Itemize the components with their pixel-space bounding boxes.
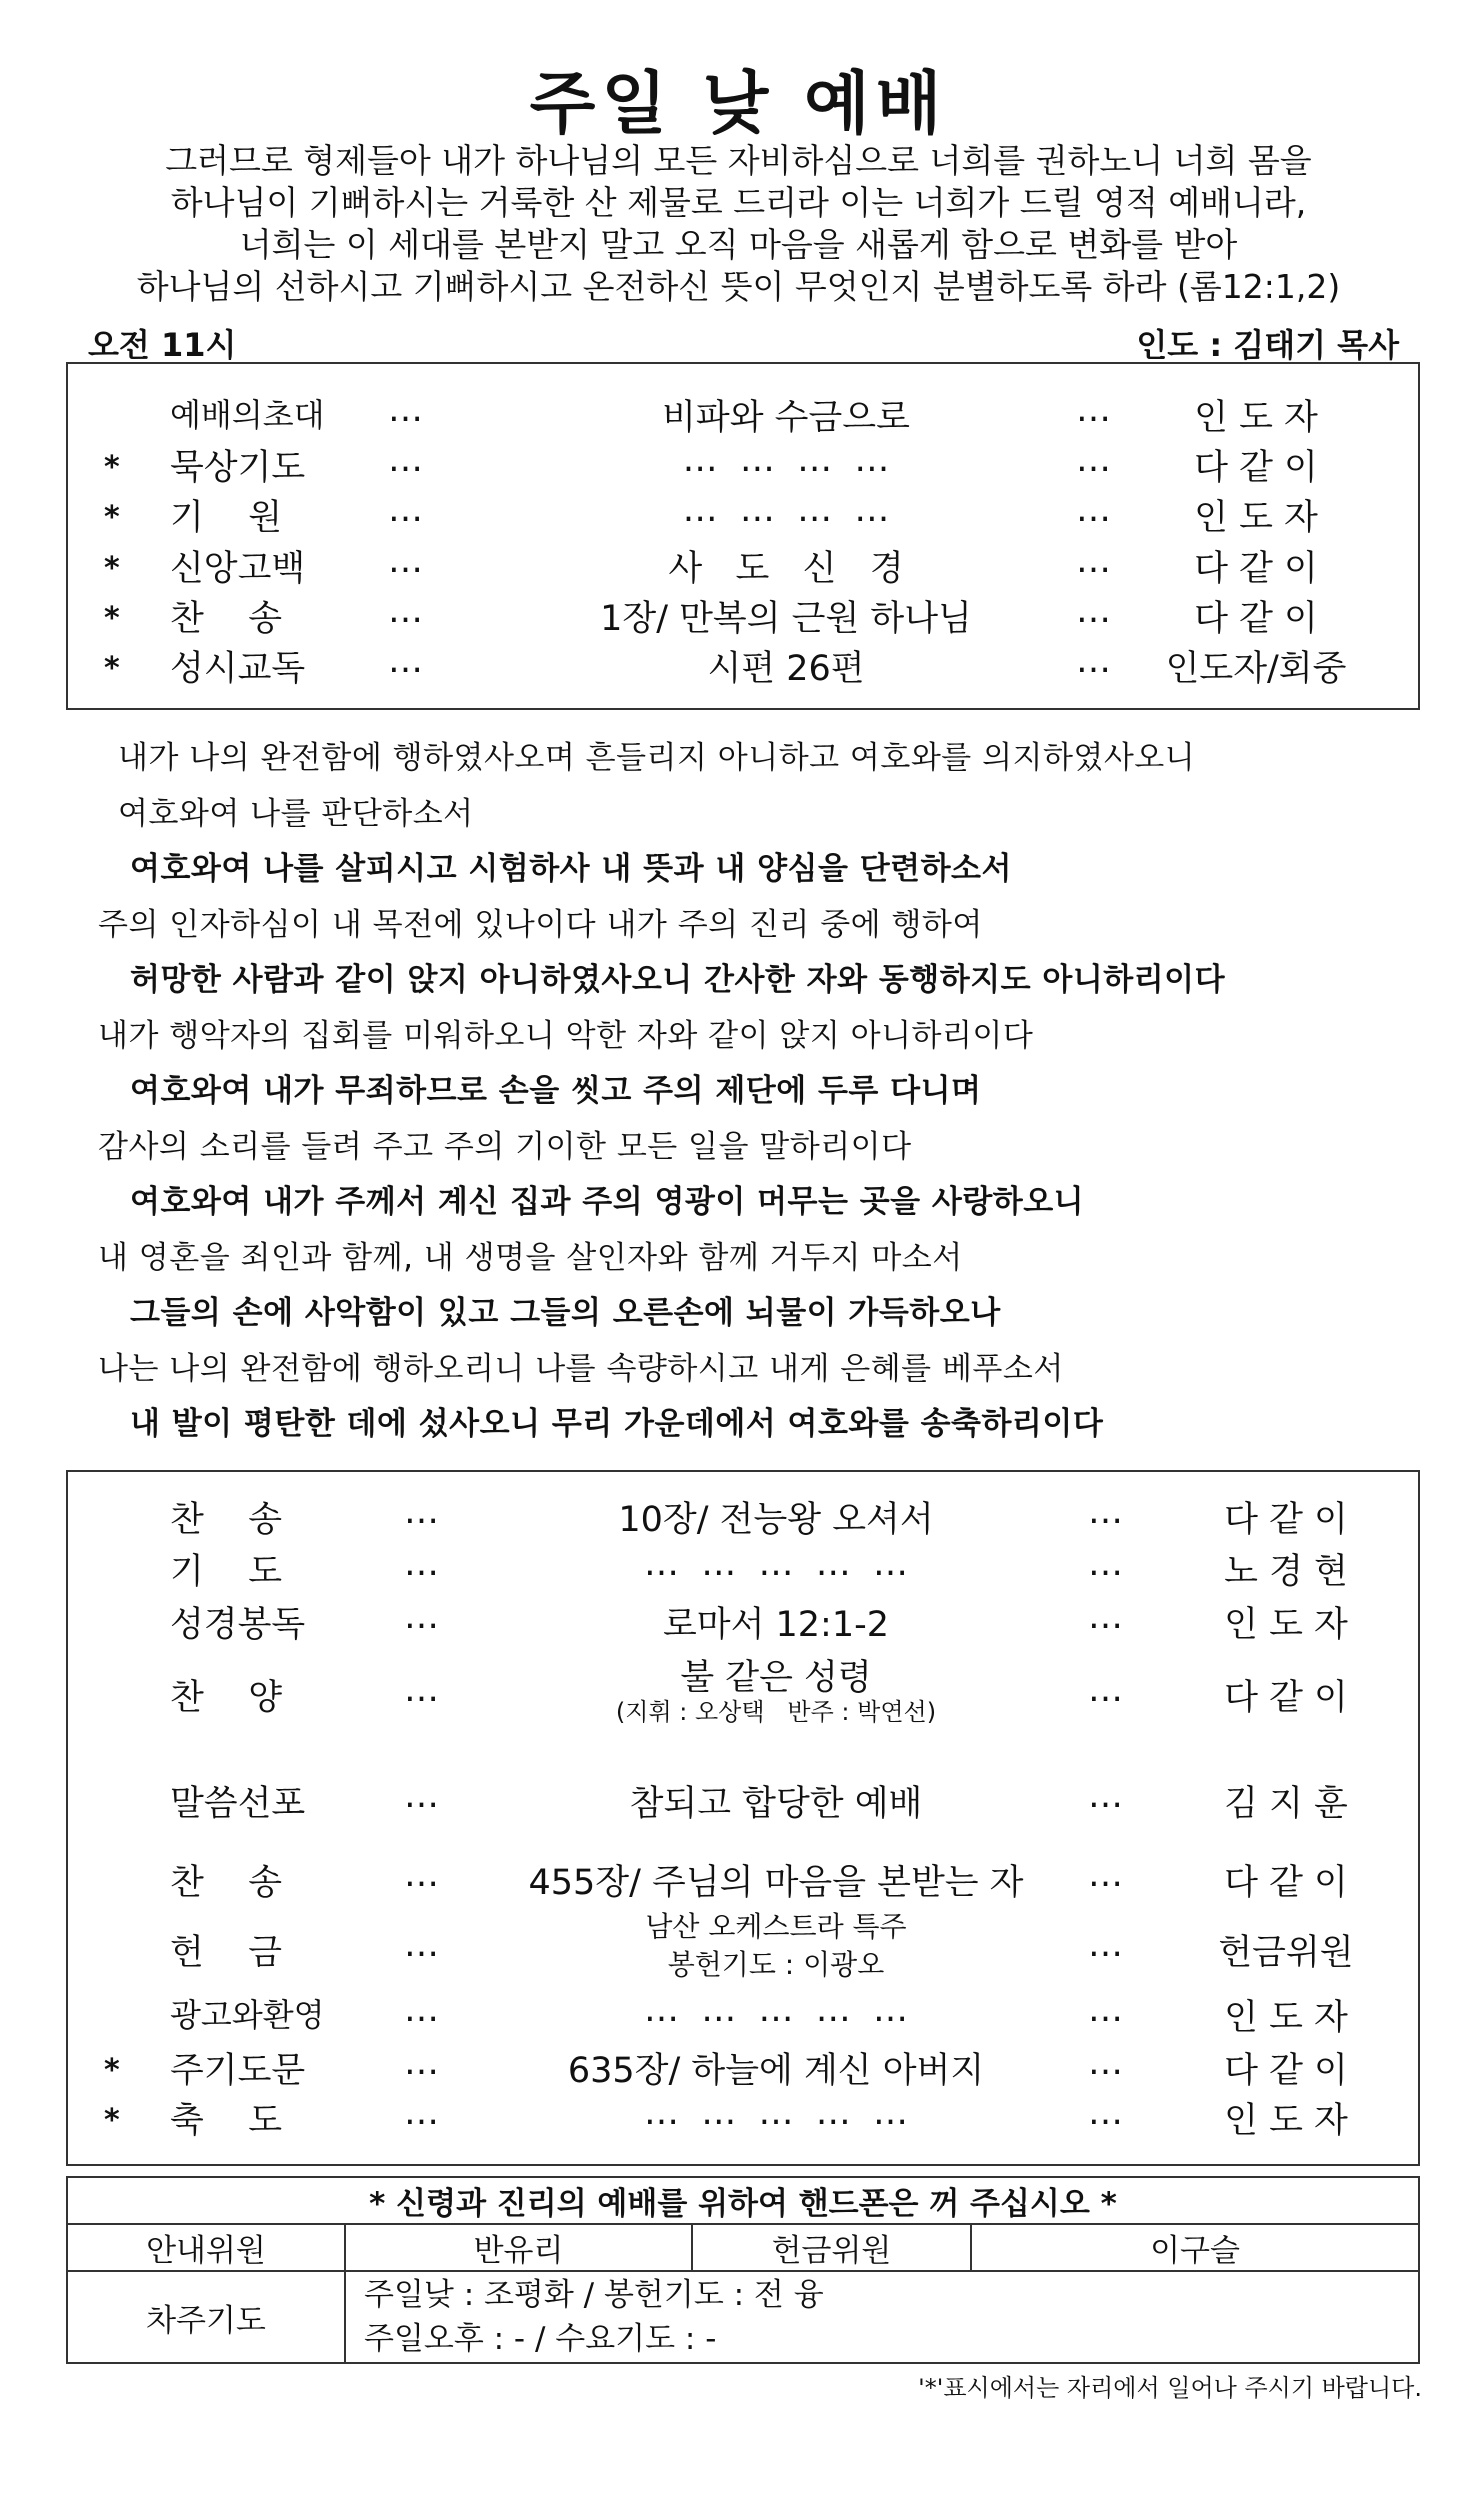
ellipsis: … (1088, 1925, 1125, 1965)
prayer-label: 차주기도 (67, 2271, 345, 2363)
ellipsis: … (404, 1492, 441, 1532)
order-row (66, 1776, 1416, 1836)
order-item-leader: 헌금위원 (1218, 1933, 1354, 1973)
ellipsis: … (1088, 1492, 1125, 1532)
order-item-leader: 노 경 현 (1224, 1552, 1348, 1592)
order-item-name: 광고와환영 (170, 1996, 325, 2034)
order-item-content: 참되고 합당한 예배 (629, 1784, 923, 1824)
epigraph-line: 너희는 이 세대를 본받지 말고 오직 마음을 새롭게 함으로 변화를 받아 (239, 225, 1238, 264)
order-item-content: 시편 26편 (707, 649, 865, 689)
order-item-leader: 다 같 이 (1224, 1500, 1348, 1540)
order-item-content: 남산 오케스트라 특주 (645, 1910, 907, 1943)
standing-marker: * (104, 601, 120, 636)
ellipsis: … (388, 440, 425, 480)
ellipsis: … (404, 1670, 441, 1710)
order-row (66, 1910, 1416, 1985)
order-item-name: 찬 송 (170, 1863, 283, 1903)
order-item-content: 불 같은 성령 (680, 1658, 872, 1698)
order-item-content: 10장/ 전능왕 오셔서 (618, 1500, 934, 1540)
ellipsis: … (1088, 2093, 1125, 2133)
order-item-leader: 다 같 이 (1194, 599, 1318, 639)
order-item-content: … … … … … (643, 2093, 908, 2133)
ellipsis: … (404, 1597, 441, 1637)
phone-notice: * 신령과 진리의 예배를 위하여 핸드폰은 꺼 주십시오 * (67, 2177, 1419, 2224)
standing-marker: * (104, 500, 120, 535)
service-time: 오전 11시 (88, 326, 237, 364)
ellipsis: … (1076, 591, 1113, 631)
ellipsis: … (404, 1776, 441, 1816)
reading-line: 여호와여 내가 주께서 계신 집과 주의 영광이 머무는 곳을 사랑하오니 (130, 1184, 1085, 1220)
order-item-leader: 김 지 훈 (1224, 1784, 1348, 1824)
ellipsis: … (388, 641, 425, 681)
service-leader: 인도 : 김태기 목사 (1136, 326, 1399, 364)
order-item-leader: 인도자/회중 (1165, 649, 1347, 689)
order-item-name: 성시교독 (170, 649, 306, 689)
order-item-content: … … … … (682, 490, 890, 530)
ellipsis: … (1088, 2043, 1125, 2083)
prayer-line: 주일오후 : - / 수요기도 : - (364, 2321, 717, 2357)
ellipsis: … (1088, 1990, 1125, 2030)
ellipsis: … (1076, 440, 1113, 480)
order-item-name: 성경봉독 (170, 1605, 306, 1645)
standing-marker: * (104, 651, 120, 686)
order-item-leader: 인 도 자 (1194, 398, 1318, 438)
ellipsis: … (1088, 1544, 1125, 1584)
info-table (66, 2176, 1420, 2364)
reading-line: 그들의 손에 사악함이 있고 그들의 오른손에 뇌물이 가득하오나 (130, 1295, 1001, 1331)
order-item-leader: 다 같 이 (1194, 549, 1318, 589)
order-item-content: … … … … (682, 440, 890, 480)
order-item-content: 사 도 신 경 (668, 549, 904, 589)
reading-line: 허망한 사람과 같이 앉지 아니하였사오니 간사한 자와 동행하지도 아니하리이다 (130, 962, 1226, 998)
order-item-name: 말씀선포 (170, 1784, 306, 1824)
page-title: 주일 낮 예배 (529, 65, 948, 144)
order-item-name: 헌 금 (170, 1933, 283, 1973)
order-row (66, 1658, 1416, 1730)
reading-line: 내 발이 평탄한 데에 섰사오니 무리 가운데에서 여호와를 송축하리이다 (130, 1406, 1104, 1442)
order-row (66, 541, 1416, 587)
prayer-line: 주일낮 : 조평화 / 봉헌기도 : 전 융 (364, 2277, 824, 2313)
order-item-name: 기 원 (170, 498, 283, 538)
ellipsis: … (404, 1990, 441, 2030)
order-item-leader: 다 같 이 (1224, 1863, 1348, 1903)
reading-line: 여호와여 나를 판단하소서 (118, 796, 474, 832)
order-row (66, 390, 1416, 436)
order-item-name: 축 도 (170, 2101, 283, 2141)
order-item-name: 기 도 (170, 1552, 283, 1592)
ellipsis: … (1088, 1670, 1125, 1710)
order-item-name: 찬 송 (170, 1500, 283, 1540)
usher-name: 반유리 (345, 2224, 692, 2271)
ellipsis: … (1088, 1597, 1125, 1637)
standing-marker: * (104, 2053, 120, 2088)
reading-line: 주의 인자하심이 내 목전에 있나이다 내가 주의 진리 중에 행하여 (98, 907, 983, 943)
epigraph-line: 하나님이 기뻐하시는 거룩한 산 제물로 드리라 이는 너희가 드릴 영적 예배니라, (170, 183, 1307, 222)
prayer-assignments (345, 2271, 1419, 2363)
order-item-name: 찬 송 (170, 599, 283, 639)
order-item-leader: 인 도 자 (1224, 1998, 1348, 2038)
order-item-content: 635장/ 하늘에 계신 아버지 (567, 2051, 985, 2091)
order-item-leader: 다 같 이 (1224, 2051, 1348, 2091)
order-row (66, 1990, 1416, 2050)
order-item-name: 신앙고백 (170, 549, 306, 589)
ellipsis: … (1076, 390, 1113, 430)
ellipsis: … (1088, 1855, 1125, 1895)
order-item-content: 로마서 12:1-2 (662, 1605, 890, 1645)
order-row (66, 641, 1416, 687)
reading-line: 내가 행악자의 집회를 미워하오니 악한 자와 같이 앉지 아니하리이다 (98, 1018, 1034, 1054)
ellipsis: … (388, 541, 425, 581)
reading-line: 여호와여 내가 무죄하므로 손을 씻고 주의 제단에 두루 다니며 (130, 1073, 982, 1109)
ellipsis: … (1076, 641, 1113, 681)
reading-line: 여호와여 나를 살피시고 시험하사 내 뜻과 내 양심을 단련하소서 (130, 851, 1012, 887)
standing-footnote: '*'표시에서는 자리에서 일어나 주시기 바랍니다. (918, 2374, 1422, 2402)
order-item-content: 455장/ 주님의 마음을 본받는 자 (528, 1863, 1024, 1903)
ellipsis: … (388, 390, 425, 430)
order-row (66, 1544, 1416, 1604)
ellipsis: … (388, 490, 425, 530)
order-item-name: 주기도문 (170, 2051, 306, 2091)
reading-line: 내가 나의 완전함에 행하였사오며 흔들리지 아니하고 여호와를 의지하였사오니 (118, 740, 1196, 776)
order-item-subtext: (지휘 : 오상택 반주 : 박연선) (615, 1698, 937, 1726)
order-item-leader: 인 도 자 (1194, 498, 1318, 538)
order-row (66, 1492, 1416, 1552)
order-item-leader: 인 도 자 (1224, 2101, 1348, 2141)
order-row (66, 591, 1416, 637)
ellipsis: … (1076, 490, 1113, 530)
order-item-content: 비파와 수금으로 (662, 398, 910, 438)
ellipsis: … (404, 1855, 441, 1895)
order-item-leader: 다 같 이 (1194, 448, 1318, 488)
ellipsis: … (1088, 1776, 1125, 1816)
offering-label: 헌금위원 (692, 2224, 971, 2271)
order-item-name: 묵상기도 (170, 448, 306, 488)
order-item-content: … … … … … (643, 1990, 908, 2030)
usher-label: 안내위원 (67, 2224, 345, 2271)
epigraph-line: 하나님의 선하시고 기뻐하시고 온전하신 뜻이 무엇인지 분별하도록 하라 (롬12:1,2) (136, 267, 1341, 306)
reading-line: 내 영혼을 죄인과 함께, 내 생명을 살인자와 함께 거두지 마소서 (98, 1240, 963, 1276)
order-item-name: 예배의초대 (170, 396, 325, 434)
standing-marker: * (104, 450, 120, 485)
reading-line: 나는 나의 완전함에 행하오리니 나를 속량하시고 내게 은혜를 베푸소서 (98, 1351, 1064, 1387)
offering-name: 이구슬 (971, 2224, 1419, 2271)
order-row (66, 1597, 1416, 1657)
ellipsis: … (1076, 541, 1113, 581)
standing-marker: * (104, 2103, 120, 2138)
order-item-name: 찬 양 (170, 1678, 283, 1718)
epigraph-line: 그러므로 형제들아 내가 하나님의 모든 자비하심으로 너희를 권하노니 너희 몸을 (165, 141, 1312, 180)
ellipsis: … (388, 591, 425, 631)
order-item-subtext: 봉헌기도 : 이광오 (667, 1948, 885, 1981)
order-item-leader: 다 같 이 (1224, 1678, 1348, 1718)
reading-line: 감사의 소리를 들려 주고 주의 기이한 모든 일을 말하리이다 (98, 1129, 912, 1165)
order-row (66, 2093, 1416, 2153)
ellipsis: … (404, 2093, 441, 2133)
ellipsis: … (404, 2043, 441, 2083)
ellipsis: … (404, 1925, 441, 1965)
order-item-leader: 인 도 자 (1224, 1605, 1348, 1645)
order-item-content: 1장/ 만복의 근원 하나님 (600, 599, 972, 639)
order-row (66, 490, 1416, 536)
standing-marker: * (104, 551, 120, 586)
order-item-content: … … … … … (643, 1544, 908, 1584)
ellipsis: … (404, 1544, 441, 1584)
order-row (66, 440, 1416, 486)
